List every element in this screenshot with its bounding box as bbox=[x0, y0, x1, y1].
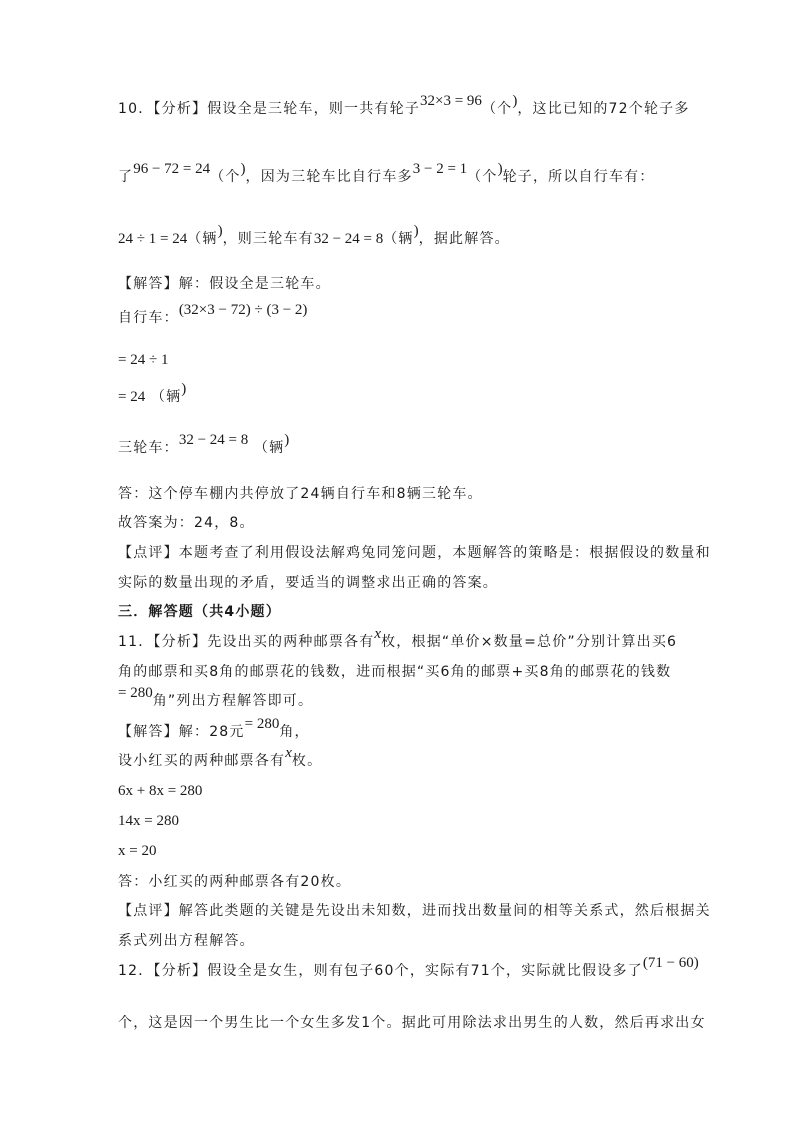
q10-solution-heading: 【解答】解：假设全是三轮车。 bbox=[118, 276, 331, 292]
q10-analysis-line-1 bbox=[118, 93, 690, 119]
text: 11．【分析】先设出买的两种邮票各有 bbox=[118, 634, 375, 650]
math-expression: 32 − 24 = 8 bbox=[178, 432, 249, 448]
text: 枚。 bbox=[291, 753, 323, 769]
math-expression: (71 − 60) bbox=[642, 955, 699, 971]
q12-analysis-line-1 bbox=[118, 955, 699, 981]
text: 轮子，所以自行车有： bbox=[502, 169, 655, 185]
math-expression: 32×3 = 96 bbox=[420, 93, 482, 109]
q11-equation-2: 14x = 280 bbox=[118, 813, 179, 829]
math-expression: (32×3 − 72) ÷ (3 − 2) bbox=[178, 302, 308, 318]
text: 角， bbox=[279, 724, 310, 740]
q11-analysis-line-2: 角的邮票和买8角的邮票花的钱数，进而根据“买6角的邮票+买8角的邮票花的钱数 bbox=[118, 664, 672, 680]
text: 【解答】解：28元 bbox=[118, 724, 245, 740]
text: 12．【分析】假设全是女生，则有包子60个，实际有71个，实际就比假设多了 bbox=[118, 963, 643, 979]
q12-analysis-line-2: 个，这是因一个男生比一个女生多发1个。据此可用除法求出男生的人数，然后再求出女 bbox=[118, 1015, 706, 1031]
text: 三轮车： bbox=[118, 440, 179, 456]
q11-solution-line bbox=[118, 716, 310, 742]
math-expression: = 24 bbox=[118, 389, 146, 405]
math-variable: x bbox=[374, 626, 382, 642]
math-expression: 96 − 72 = 24 bbox=[133, 161, 211, 177]
q10-analysis-line-2 bbox=[118, 161, 655, 187]
q10-final-answer: 故答案为：24，8。 bbox=[118, 515, 255, 531]
text: ，这比已知的72个轮子多 bbox=[517, 101, 690, 117]
q10-step-1: = 24 ÷ 1 bbox=[118, 352, 169, 368]
q10-comment-line-2: 实际的数量出现的矛盾，要适当的调整求出正确的答案。 bbox=[118, 575, 498, 591]
q10-answer: 答：这个停车棚内共停放了24辆自行车和8辆三轮车。 bbox=[118, 486, 483, 502]
q11-comment-line-2: 系式列出方程解答。 bbox=[118, 933, 255, 949]
q11-setup-line bbox=[118, 745, 323, 771]
text: （辆 bbox=[150, 389, 182, 405]
q10-tricycle-line bbox=[118, 432, 290, 458]
math-expression: 24 ÷ 1 = 24 bbox=[118, 231, 188, 247]
q10-bike-line bbox=[118, 302, 308, 328]
math-expression: 32 − 24 = 8 bbox=[313, 231, 384, 247]
text: 角”列出方程解答即可。 bbox=[152, 693, 314, 709]
math-expression: = 280 bbox=[118, 685, 153, 701]
math-variable: x bbox=[285, 745, 292, 761]
q10-comment-line-1: 【点评】本题考查了利用假设法解鸡兔同笼问题，本题解答的策略是：根据假设的数量和 bbox=[118, 545, 711, 561]
math-paren: ) bbox=[217, 223, 223, 239]
math-paren: ) bbox=[240, 161, 246, 177]
q11-equation-1: 6x + 8x = 280 bbox=[118, 783, 203, 799]
math-paren: ) bbox=[497, 161, 503, 177]
text: ，因为三轮车比自行车多 bbox=[245, 169, 413, 185]
math-paren: ) bbox=[512, 93, 518, 109]
text: ，据此解答。 bbox=[418, 231, 510, 247]
math-paren: ) bbox=[284, 432, 290, 448]
q10-analysis-line-3 bbox=[118, 223, 510, 249]
text: 了 bbox=[118, 169, 134, 185]
text: 设小红买的两种邮票各有 bbox=[118, 753, 286, 769]
text: ，则三轮车有 bbox=[222, 231, 314, 247]
text: （个 bbox=[210, 169, 241, 185]
text: （辆 bbox=[383, 231, 414, 247]
math-paren: ) bbox=[413, 223, 419, 239]
q11-equation-3: x = 20 bbox=[118, 843, 157, 859]
text: 10．【分析】假设全是三轮车，则一共有轮子 bbox=[118, 101, 421, 117]
text: （辆 bbox=[253, 440, 285, 456]
text: 自行车： bbox=[118, 310, 179, 326]
text: （个 bbox=[467, 169, 498, 185]
q11-answer: 答：小红买的两种邮票各有20枚。 bbox=[118, 874, 352, 890]
text: （个 bbox=[481, 101, 513, 117]
q10-step-2 bbox=[118, 381, 187, 407]
math-expression: 3 − 2 = 1 bbox=[412, 161, 468, 177]
math-paren: ) bbox=[181, 381, 187, 397]
q11-analysis-line-1 bbox=[118, 626, 678, 652]
q11-analysis-line-3 bbox=[118, 685, 314, 711]
math-expression: = 280 bbox=[244, 716, 280, 732]
q11-comment-line-1: 【点评】解答此类题的关键是先设出未知数，进而找出数量间的相等关系式，然后根据关 bbox=[118, 903, 711, 919]
text: （辆 bbox=[187, 231, 218, 247]
section-title: 三．解答题（共4小题） bbox=[118, 604, 281, 620]
text: 枚，根据“单价×数量=总价”分别计算出买6 bbox=[381, 634, 678, 650]
